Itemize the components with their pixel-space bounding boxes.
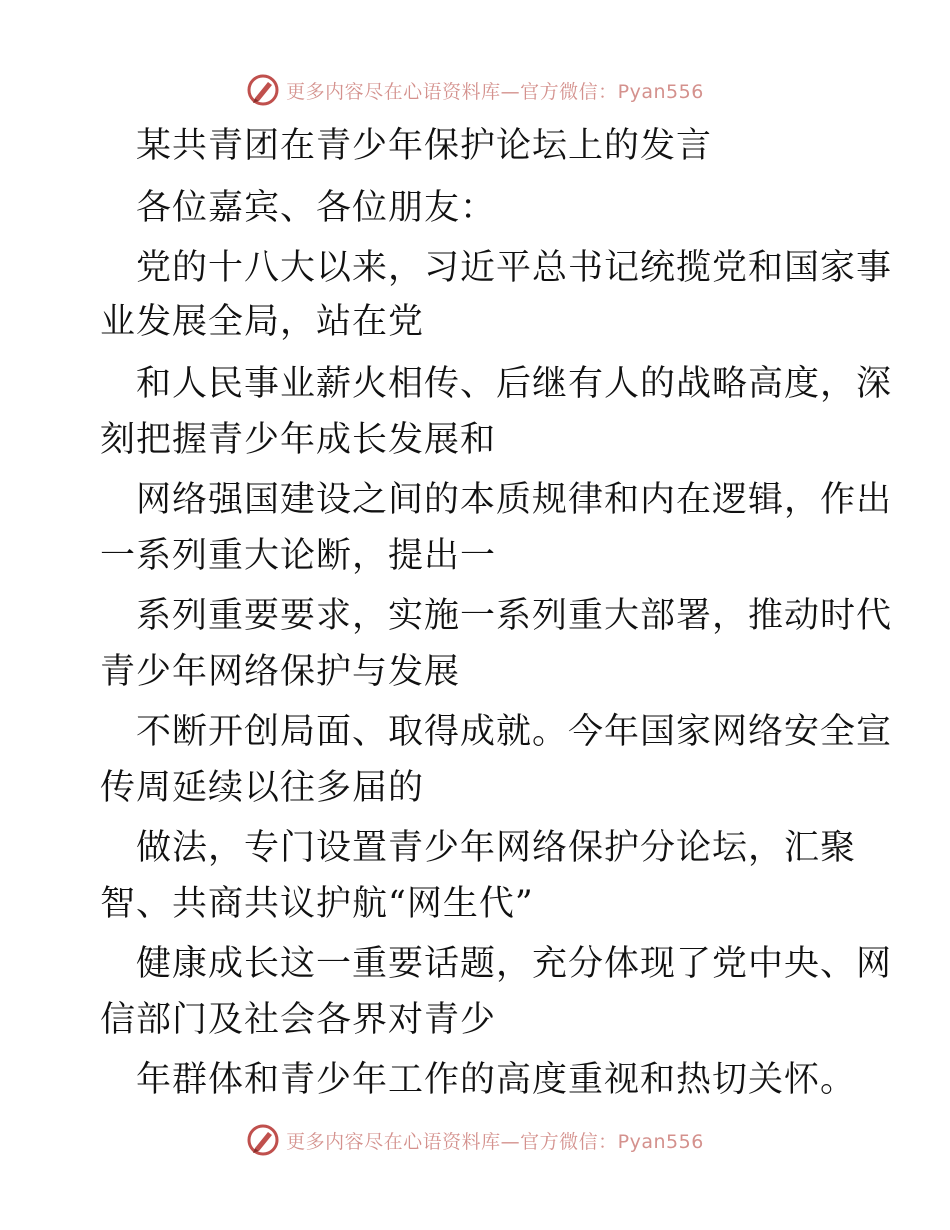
- footer-watermark-banner: [0, 1120, 950, 1160]
- paragraph-line: 智、共商共议护航“网生代”: [100, 884, 534, 924]
- header-watermark-text: 更多内容尽在心语资料库—官方微信：Pyan556: [286, 80, 704, 103]
- paragraph-line: 不断开创局面、取得成就。今年国家网络安全宣: [136, 712, 893, 752]
- paragraph-line: 系列重要要求，实施一系列重大部署，推动时代: [136, 596, 893, 636]
- paragraph-line: 网络强国建设之间的本质规律和内在逻辑，作出: [136, 480, 893, 520]
- paragraph-line: 和人民事业薪火相传、后继有人的战略高度，深: [136, 364, 893, 404]
- paragraph-line: 青少年网络保护与发展: [100, 652, 461, 692]
- paragraph-line: 传周延续以往多届的: [100, 768, 425, 808]
- paragraph-line: 一系列重大论断，提出一: [100, 536, 497, 576]
- paragraph-line: 刻把握青少年成长发展和: [100, 420, 497, 460]
- pen-logo-icon: [246, 1123, 280, 1157]
- paragraph-line: 年群体和青少年工作的高度重视和热切关怀。: [136, 1060, 857, 1100]
- document-title: 某共青团在青少年保护论坛上的发言: [136, 126, 713, 166]
- paragraph-line: 信部门及社会各界对青少: [100, 1000, 497, 1040]
- paragraph-line: 党的十八大以来，习近平总书记统揽党和国家事: [136, 248, 893, 288]
- paragraph-line: 做法，专门设置青少年网络保护分论坛，汇聚: [136, 828, 857, 868]
- footer-watermark-text: 更多内容尽在心语资料库—官方微信：Pyan556: [286, 1130, 704, 1153]
- paragraph-line: 健康成长这一重要话题，充分体现了党中央、网: [136, 944, 893, 984]
- salutation: 各位嘉宾、各位朋友：: [136, 188, 497, 228]
- paragraph-line: 业发展全局，站在党: [100, 302, 425, 342]
